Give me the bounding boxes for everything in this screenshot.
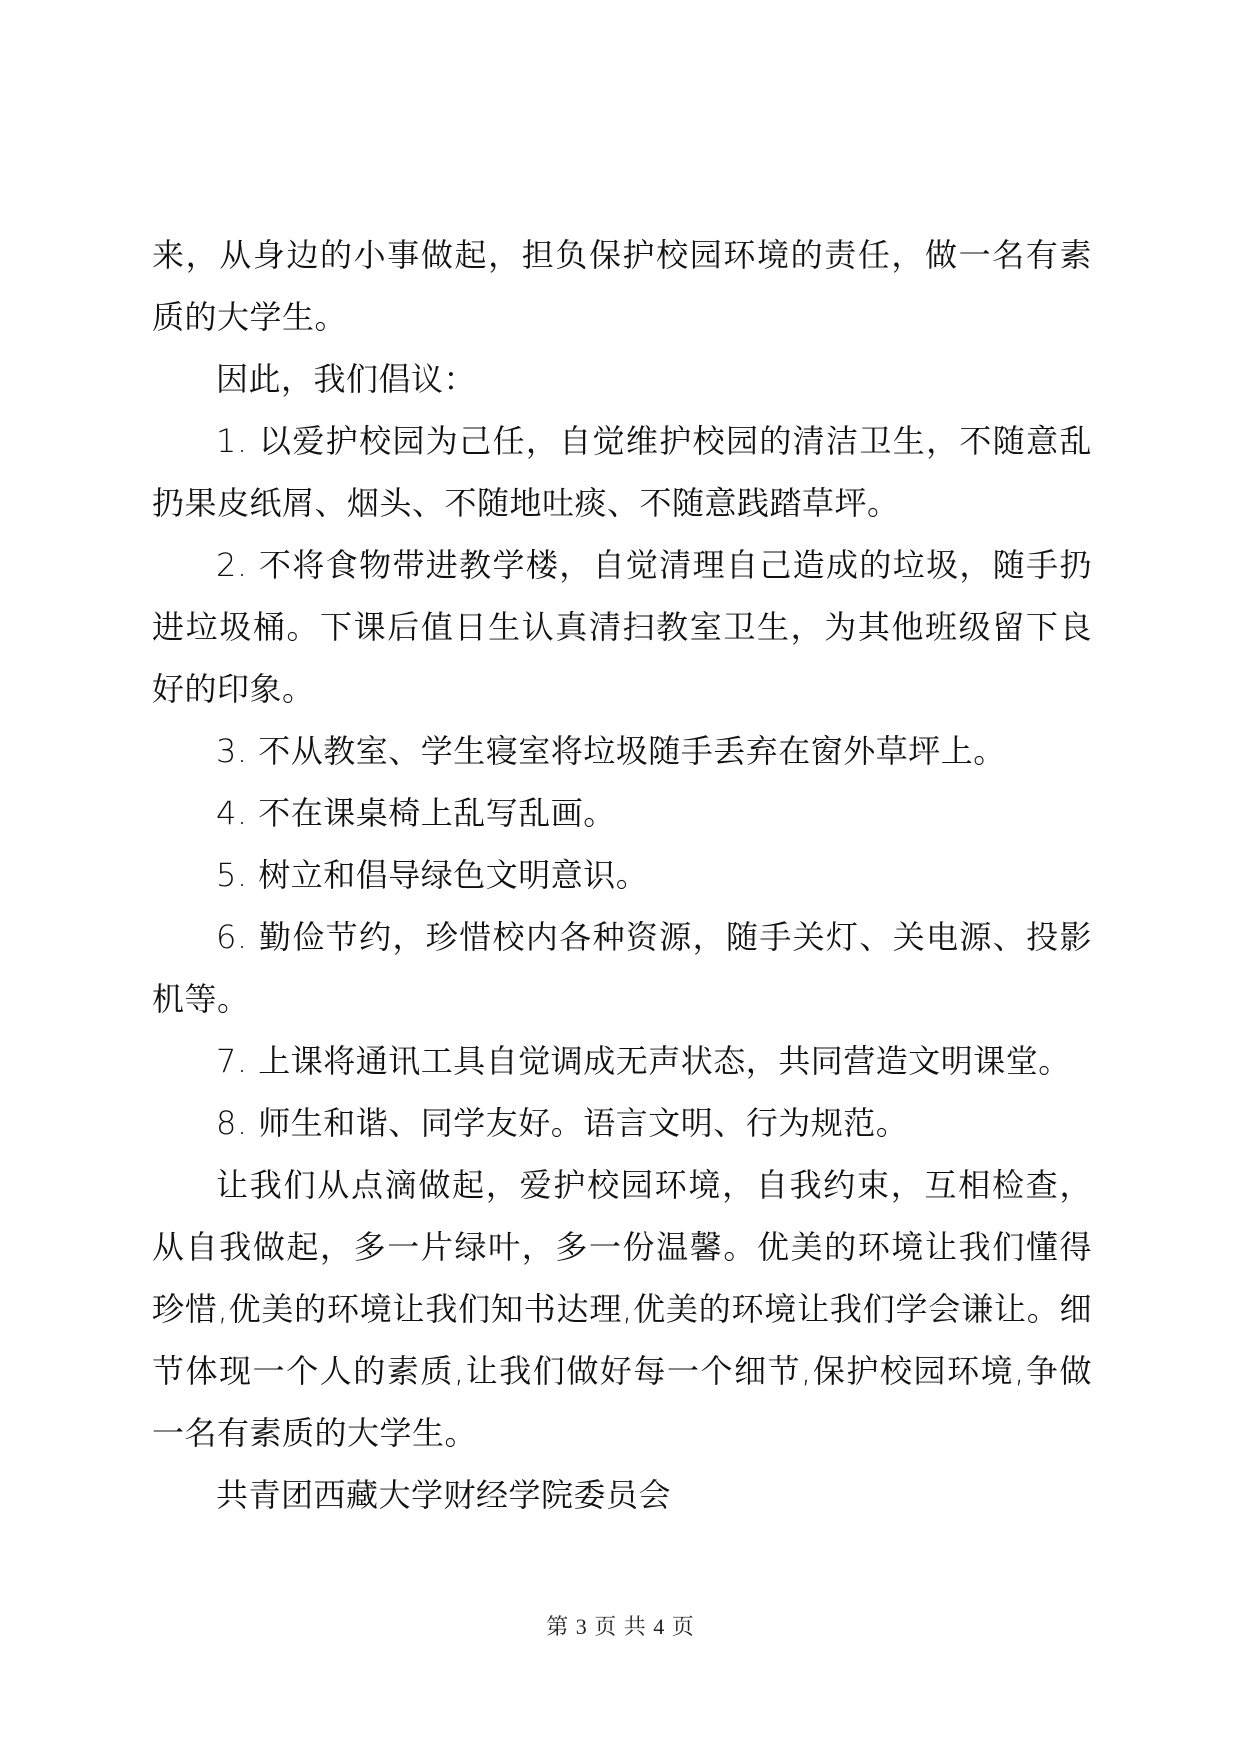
paragraph: 让我们从点滴做起，爱护校园环境，自我约束，互相检查，从自我做起，多一片绿叶，多一份温馨。优美的环境让我们懂得珍惜,优美的环境让我们知书达理,优美的环境让我们学会谦让。细节体现一个人的素质,让我们做好每一个细节,保护校园环境,争做一名有素质的大学生。 (152, 1166, 1092, 1452)
paragraph: 6. 勤俭节约，珍惜校内各种资源，随手关灯、关电源、投影机等。 (152, 918, 1092, 1018)
page-footer (0, 1612, 1241, 1642)
paragraph: 共青团西藏大学财经学院委员会 (216, 1476, 672, 1514)
paragraph: 5. 树立和倡导绿色文明意识。 (216, 856, 649, 894)
paragraph: 1. 以爱护校园为己任，自觉维护校园的清洁卫生，不随意乱扔果皮纸屑、烟头、不随地吐痰、不随意践踏草坪。 (152, 422, 1092, 522)
paragraph: 7. 上课将通讯工具自觉调成无声状态，共同营造文明课堂。 (216, 1042, 1071, 1080)
paragraph: 8. 师生和谐、同学友好。语言文明、行为规范。 (216, 1104, 909, 1142)
paragraph: 4. 不在课桌椅上乱写乱画。 (216, 794, 616, 832)
paragraph: 2. 不将食物带进教学楼，自觉清理自己造成的垃圾，随手扔进垃圾桶。下课后值日生认真清扫教室卫生，为其他班级留下良好的印象。 (152, 546, 1092, 708)
paragraph: 来，从身边的小事做起，担负保护校园环境的责任，做一名有素质的大学生。 (152, 236, 1092, 336)
page-number: 第 3 页 共 4 页 (546, 1614, 695, 1639)
paragraph: 3. 不从教室、学生寝室将垃圾随手丢弃在窗外草坪上。 (216, 732, 1006, 770)
paragraph: 因此，我们倡议： (216, 360, 477, 398)
document-body (152, 224, 1092, 1526)
